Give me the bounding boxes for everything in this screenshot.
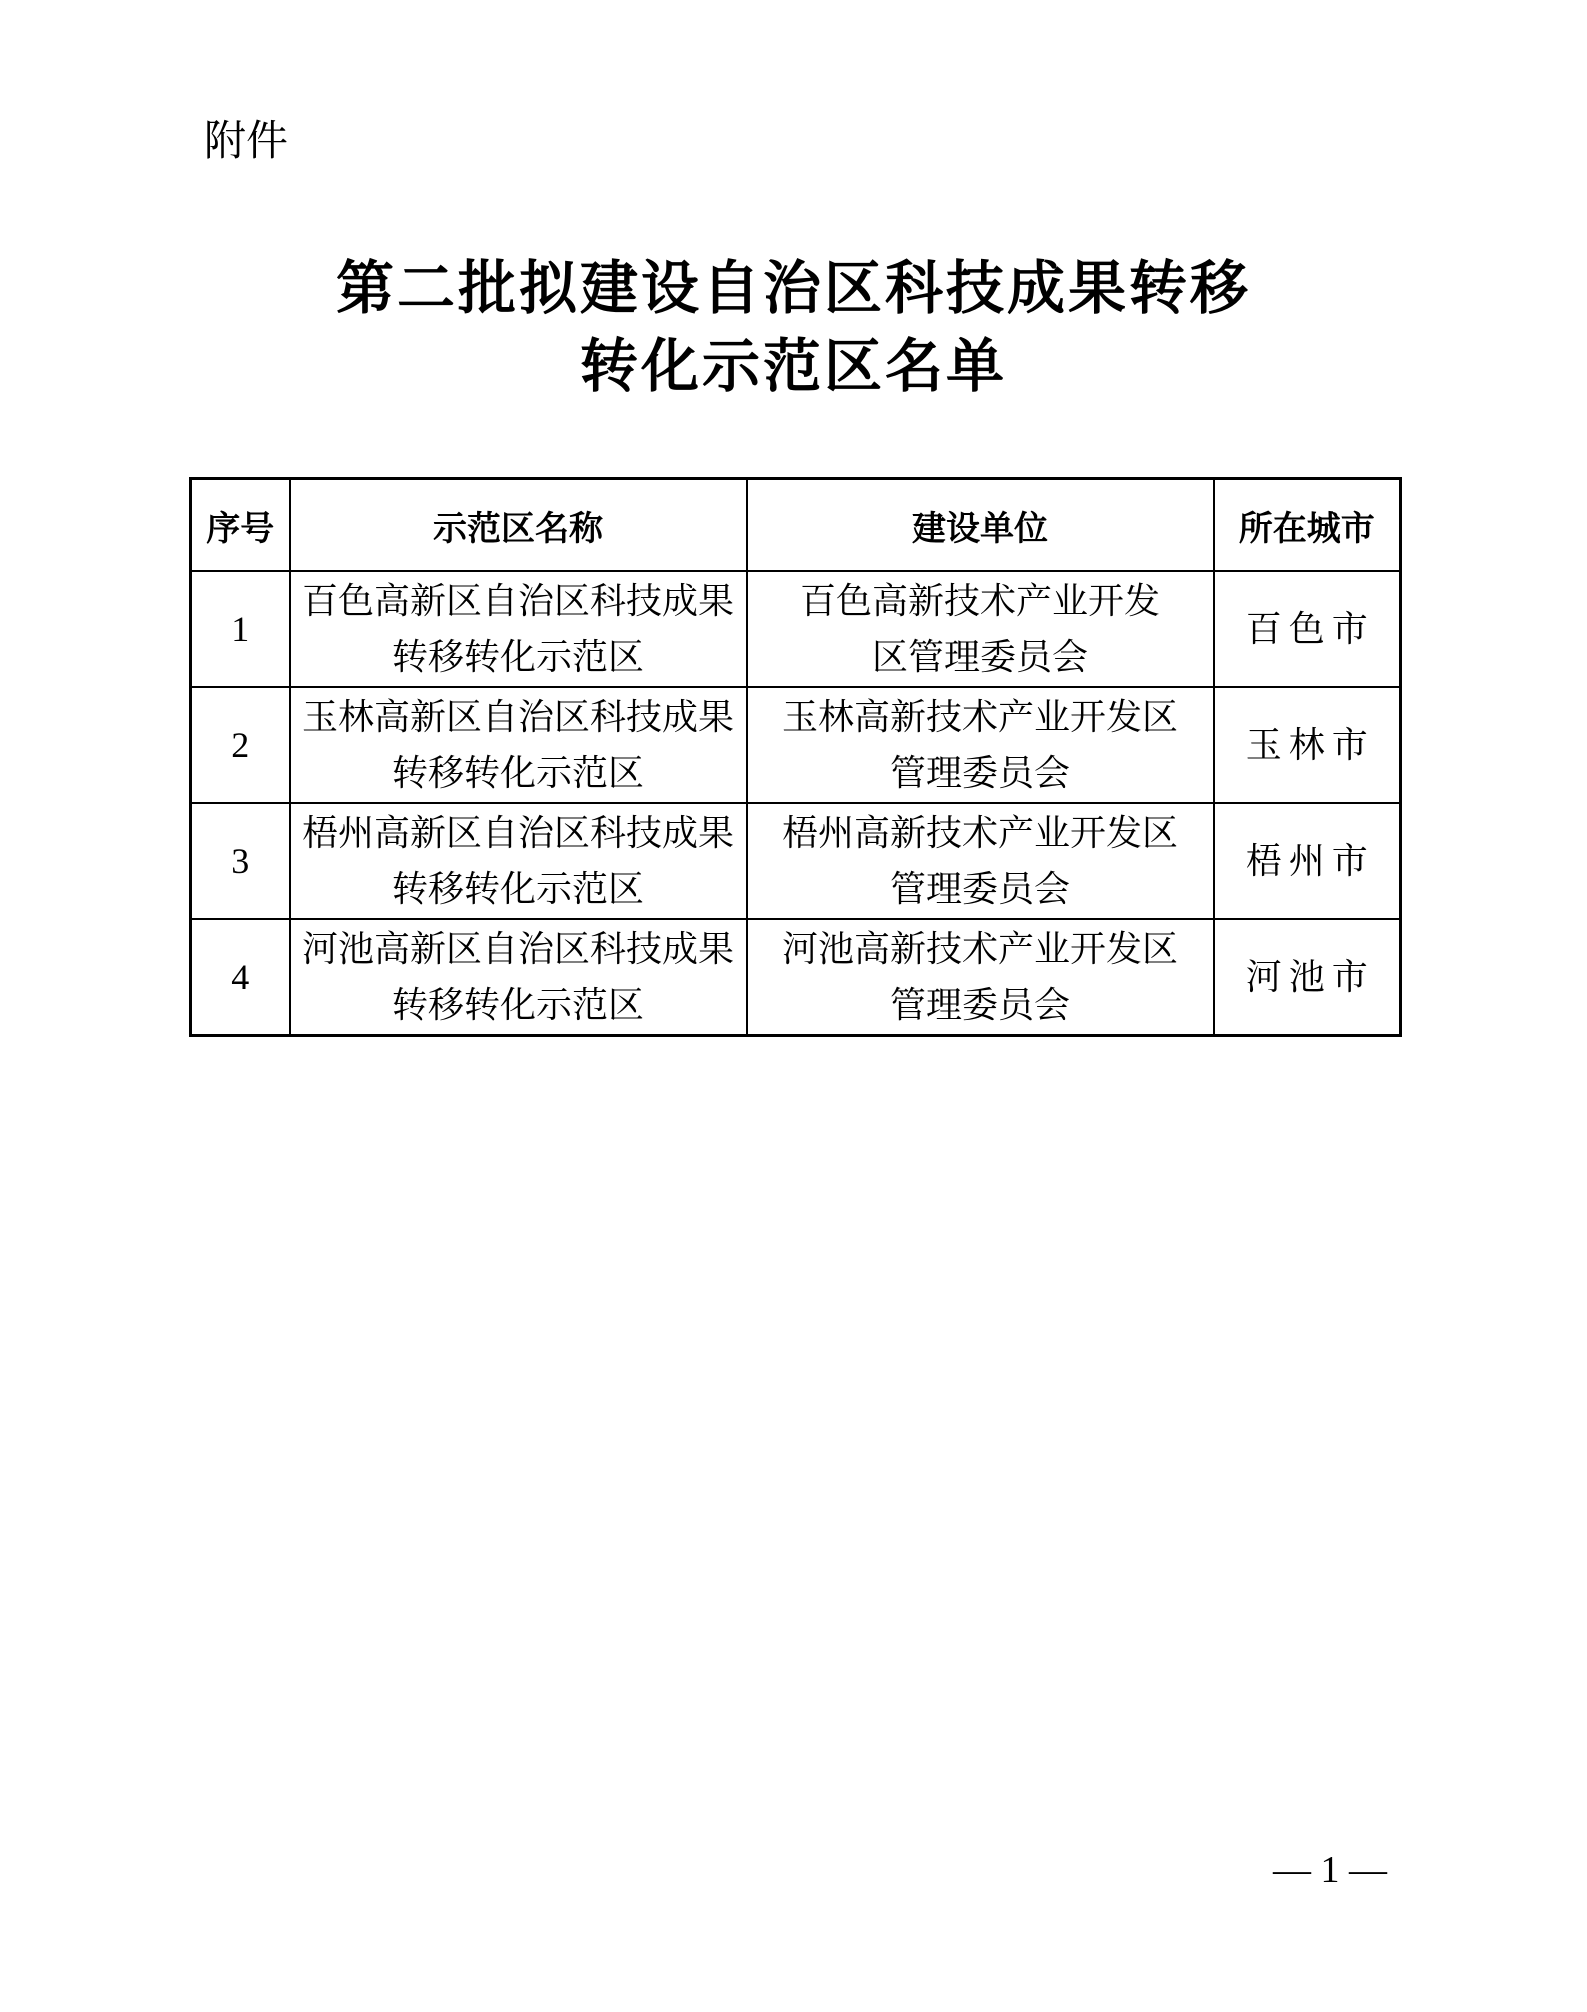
zone-name-line-2: 转移转化示范区 xyxy=(391,637,644,677)
row-number-cell: 3 xyxy=(191,803,290,919)
build-unit-cell xyxy=(747,687,1214,803)
table-row xyxy=(191,687,1401,803)
build-unit-cell xyxy=(747,571,1214,687)
build-unit-line-2: 管理委员会 xyxy=(889,753,1070,793)
zone-name-line-1: 河池高新区自治区科技成果 xyxy=(301,929,734,969)
build-unit-cell xyxy=(747,803,1214,919)
demonstration-zones-table xyxy=(189,477,1402,1037)
zone-name-line-2: 转移转化示范区 xyxy=(391,753,644,793)
city-cell: 河池市 xyxy=(1214,919,1401,1036)
city-cell: 百色市 xyxy=(1214,571,1401,687)
table-row xyxy=(191,919,1401,1036)
zone-name-cell xyxy=(290,687,747,803)
city-cell: 玉林市 xyxy=(1214,687,1401,803)
build-unit-cell xyxy=(747,919,1214,1036)
row-number-cell: 1 xyxy=(191,571,290,687)
row-number-cell: 2 xyxy=(191,687,290,803)
zone-name-line-1: 梧州高新区自治区科技成果 xyxy=(301,813,734,853)
zone-name-line-2: 转移转化示范区 xyxy=(391,985,644,1025)
zone-name-line-1: 玉林高新区自治区科技成果 xyxy=(301,697,734,737)
table-row xyxy=(191,571,1401,687)
zone-name-line-2: 转移转化示范区 xyxy=(391,869,644,909)
build-unit-line-1: 河池高新技术产业开发区 xyxy=(781,929,1178,969)
header-city: 所在城市 xyxy=(1214,479,1401,572)
document-title xyxy=(0,250,1587,406)
table-row xyxy=(191,803,1401,919)
build-unit-line-2: 管理委员会 xyxy=(889,869,1070,909)
attachment-label: 附件 xyxy=(204,117,289,164)
zone-name-cell xyxy=(290,571,747,687)
row-number-cell: 4 xyxy=(191,919,290,1036)
city-cell: 梧州市 xyxy=(1214,803,1401,919)
build-unit-line-2: 区管理委员会 xyxy=(871,637,1088,677)
build-unit-line-1: 梧州高新技术产业开发区 xyxy=(781,813,1178,853)
zone-name-line-1: 百色高新区自治区科技成果 xyxy=(301,581,734,621)
build-unit-line-1: 玉林高新技术产业开发区 xyxy=(781,697,1178,737)
document-title-line-2: 转化示范区名单 xyxy=(579,334,1007,399)
document-title-line-1: 第二批拟建设自治区科技成果转移 xyxy=(335,256,1251,321)
header-serial-number: 序号 xyxy=(191,479,290,572)
build-unit-line-1: 百色高新技术产业开发 xyxy=(799,581,1160,621)
zone-name-cell xyxy=(290,803,747,919)
header-zone-name: 示范区名称 xyxy=(290,479,747,572)
build-unit-line-2: 管理委员会 xyxy=(889,985,1070,1025)
zone-name-cell xyxy=(290,919,747,1036)
table-header-row xyxy=(191,479,1401,572)
header-build-unit: 建设单位 xyxy=(747,479,1214,572)
page-number: — 1 — xyxy=(1273,1849,1387,1891)
